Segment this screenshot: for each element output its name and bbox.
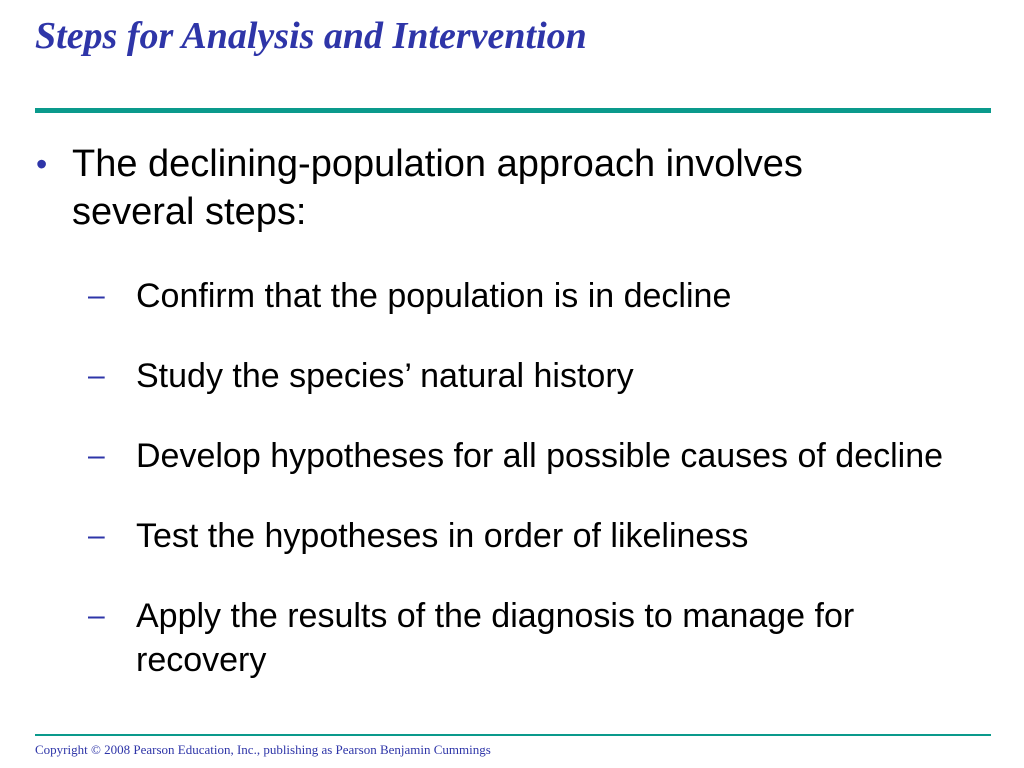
dash-marker: –: [88, 359, 105, 392]
main-bullet-text: The declining-population approach involves several steps:: [72, 143, 803, 233]
sub-bullet-item: [0, 594, 1024, 682]
sub-bullet-text: Test the hypotheses in order of likeliness: [136, 517, 749, 555]
sub-bullet-item: [0, 514, 1024, 558]
sub-bullet-item: [0, 354, 1024, 398]
dash-marker: –: [88, 279, 105, 312]
dash-marker: –: [88, 519, 105, 552]
dash-marker: –: [88, 439, 105, 472]
sub-bullet-list: [0, 274, 1024, 718]
slide-title: Steps for Analysis and Intervention: [35, 15, 587, 57]
sub-bullet-item: [0, 434, 1024, 478]
sub-bullet-text: Develop hypotheses for all possible causes of decline: [136, 437, 944, 475]
sub-bullet-text: Study the species’ natural history: [136, 357, 634, 395]
dash-marker: –: [88, 599, 105, 632]
footer-divider: [35, 734, 991, 736]
sub-bullet-text: Apply the results of the diagnosis to manage for recovery: [136, 597, 855, 679]
copyright-footer: Copyright © 2008 Pearson Education, Inc., publishing as Pearson Benjamin Cummings: [35, 742, 491, 757]
bullet-marker: •: [36, 146, 48, 182]
sub-bullet-item: [0, 274, 1024, 318]
sub-bullet-text: Confirm that the population is in decline: [136, 277, 732, 315]
title-divider: [35, 108, 991, 113]
